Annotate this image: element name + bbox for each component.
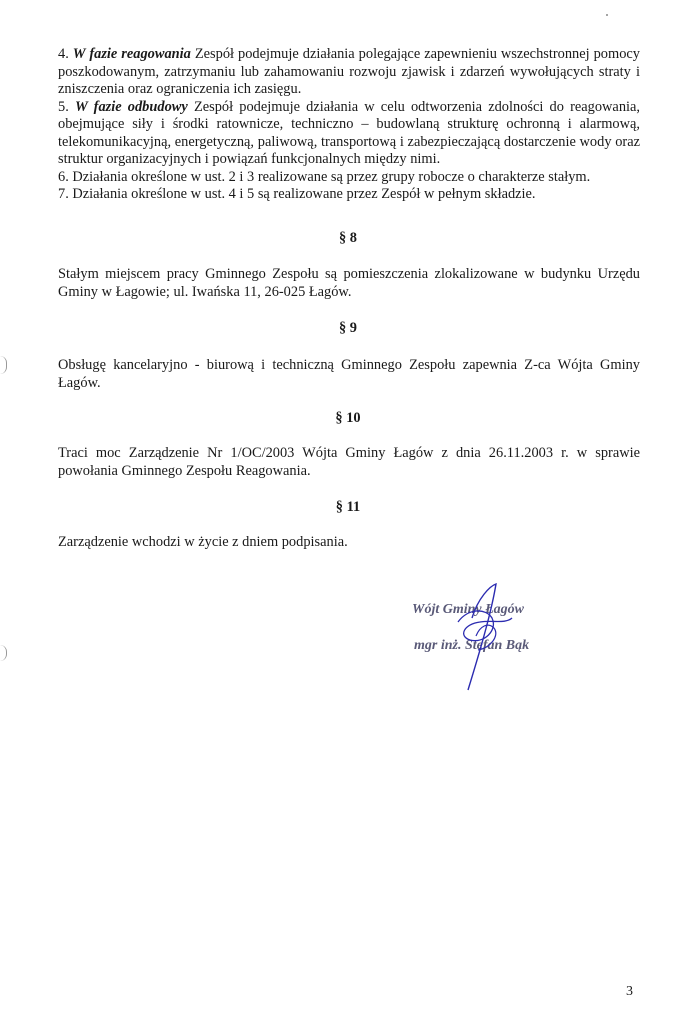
paragraph-4 — [58, 46, 640, 99]
page-number: 3 — [626, 984, 633, 999]
scan-edge-mark — [0, 645, 7, 661]
paragraph-5-number: 5. — [58, 98, 69, 115]
paragraph-5-body: Zespół podejmuje działania w celu odtworzenia zdolności do reagowania, obejmujące siły i środki ratownicze, techniczno – budowlaną strukturę ochronną i alarmową, telekomunikacyjną, energetyczną, paliwową, transportową i zabezpieczającą dostarczenie wody oraz struktur organizacyjnych i powiązań funkcjonalnych między nimi. — [58, 98, 640, 167]
paragraph-4-number: 4. — [58, 46, 69, 62]
signature-title: Wójt Gminy Łagów — [412, 602, 525, 617]
section-8-heading: § 8 — [339, 230, 357, 246]
handwritten-signature — [428, 578, 538, 698]
paragraph-list — [58, 46, 640, 204]
paragraph-7: 7. Działania określone w ust. 4 i 5 są realizowane przez Zespół w pełnym składzie. — [58, 186, 536, 202]
section-8-text: Stałym miejscem pracy Gminnego Zespołu są pomieszczenia zlokalizowane w budynku Urzędu Gminy w Łagowie; ul. Iwańska 11, 26-025 Łagów. — [58, 266, 640, 300]
scan-edge-mark — [0, 356, 7, 374]
paragraph-5-title: W fazie odbudowy — [74, 98, 188, 115]
paragraph-6: 6. Działania określone w ust. 2 i 3 realizowane są przez grupy robocze o charakterze stałym. — [58, 168, 591, 185]
section-10-heading: § 10 — [335, 410, 361, 426]
paragraph-4-title: W fazie reagowania — [72, 46, 191, 62]
section-9-text: Obsługę kancelaryjno - biurową i techniczną Gminnego Zespołu zapewnia Z-ca Wójta Gminy Łagów. — [58, 357, 640, 391]
signature-name: mgr inż. Stefan Bąk — [414, 638, 530, 653]
section-11-text: Zarządzenie wchodzi w życie z dniem podpisania. — [58, 534, 348, 550]
paragraph-4-body: Zespół podejmuje działania polegające zapewnieniu wszechstronnej pomocy poszkodowanym, zatrzymaniu lub zahamowaniu rozwoju zjawisk i zdarzeń wywołujących straty i zniszczenia oraz ograniczenia ich zasięgu. — [58, 46, 640, 97]
paragraph-5 — [58, 99, 640, 169]
section-11-heading: § 11 — [335, 499, 361, 515]
section-10-text: Traci moc Zarządzenie Nr 1/OC/2003 Wójta Gminy Łagów z dnia 26.11.2003 r. w sprawie powołania Gminnego Zespołu Reagowania. — [58, 445, 640, 479]
section-9-heading: § 9 — [339, 320, 357, 336]
scan-dot — [606, 14, 608, 16]
